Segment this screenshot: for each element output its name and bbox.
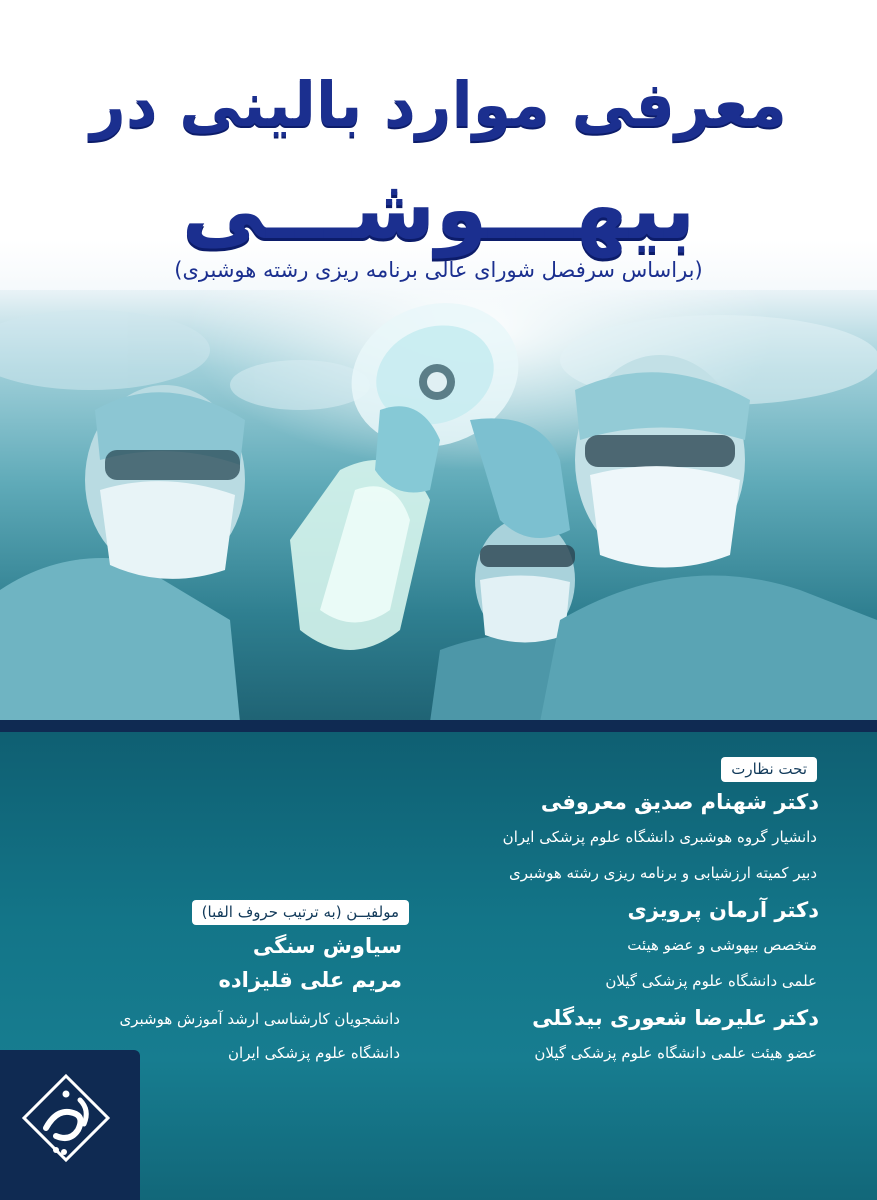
supervisor-2-line-2: علمی دانشگاه علوم پزشکی گیلان <box>605 972 817 990</box>
author-name-1: سیاوش سنگی <box>252 934 402 958</box>
supervisor-name-2: دکتر آرمان پرویزی <box>627 898 819 922</box>
divider-band <box>0 720 877 732</box>
authors-line-2: دانشگاه علوم پزشکی ایران <box>228 1044 400 1062</box>
authors-line-1: دانشجویان کارشناسی ارشد آموزش هوشبری <box>119 1010 400 1028</box>
supervision-label: تحت نظارت <box>721 757 817 782</box>
subtitle: (براساس سرفصل شورای عالی برنامه ریزی رشته هوشبری) <box>174 258 703 282</box>
supervisor-1-line-1: دانشیار گروه هوشبری دانشگاه علوم پزشکی ایران <box>502 828 817 846</box>
title-line-1: معرفی موارد بالینی در <box>90 68 787 141</box>
author-name-2: مریم علی قلیزاده <box>218 968 402 992</box>
publisher-logo <box>0 1050 140 1200</box>
title-line-2: بیهـــوشـــی <box>181 160 696 258</box>
publisher-logo-icon <box>18 1066 118 1186</box>
surgery-illustration <box>0 290 877 722</box>
cover-photo-surgeons <box>0 290 877 722</box>
supervisor-name-1: دکتر شهنام صدیق معروفی <box>540 790 819 814</box>
surgeon-left <box>0 385 245 722</box>
authors-label: مولفیــن (به ترتیب حروف الفبا) <box>192 900 409 925</box>
supervisor-1-line-2: دبیر کمیته ارزشیابی و برنامه ریزی رشته هوشبری <box>508 864 817 882</box>
supervisor-2-line-1: متخصص بیهوشی و عضو هیئت <box>627 936 817 954</box>
supervisor-3-line-1: عضو هیئت علمی دانشگاه علوم پزشکی گیلان <box>534 1044 817 1062</box>
supervisor-name-3: دکتر علیرضا شعوری بیدگلی <box>532 1006 819 1030</box>
surgeon-right <box>540 355 877 722</box>
title-area <box>0 0 877 300</box>
